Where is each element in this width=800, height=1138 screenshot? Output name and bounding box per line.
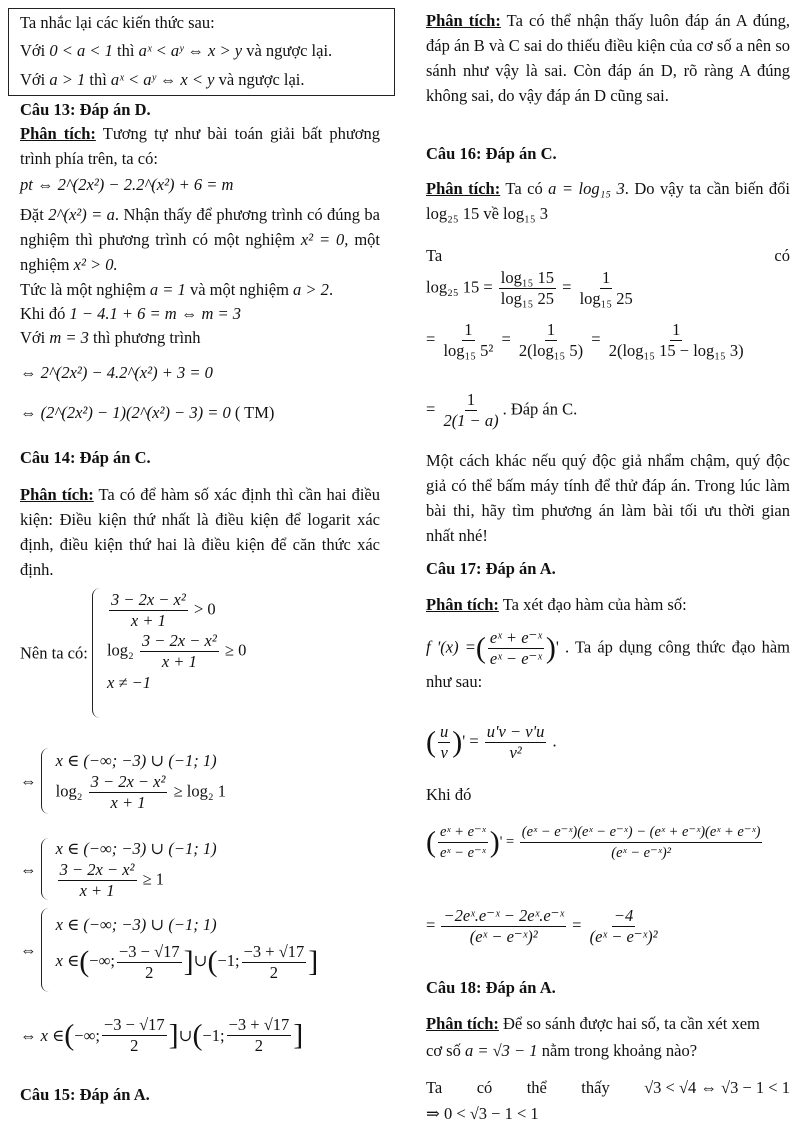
q13-eq2: ⇔ 2^(2x²) − 4.2^(x²) + 3 = 0 [20,363,213,382]
q14-system-4 [20,908,380,992]
text: Với [20,328,46,347]
denominator: eˣ − e⁻ˣ [489,649,542,668]
denominator: log₁₅ 5² [443,341,494,360]
denominator: x + 1 [161,652,197,671]
math: ∪ [193,951,208,970]
denominator: 2(log₁₅ 15 − log₁₅ 3) [608,341,744,360]
text: Ta có thể nhận thấy luôn đáp án A đúng, đáp án B và C sai do thiếu điều kiện của cơ số a nên so sánh như vậy là sai. Còn đáp án D, rõ ràng A đúng không sai, do vậy đáp án D cũng sai. [426,11,790,105]
math: −1; [217,951,240,970]
analysis-label: Phân tích: [426,11,501,30]
q17-derivative: f '(x) =( $\frac{\text{eˣ + e⁻ˣ}}{\text{eˣ − e⁻ˣ}}$ )' . Ta áp dụng công thức đạo hàm như sau: [426,628,790,691]
q14-analysis [20,482,380,582]
denominator: (eˣ − e⁻ˣ)² [589,927,658,946]
q17-title: Câu 17: Đáp án A. [426,559,556,578]
numerator: u [440,722,449,741]
text: Ta nhắc lại các kiến thức sau: [20,13,215,32]
text: về [483,204,499,223]
paren: ) [545,631,556,665]
interval: x ∈ (−∞; −3) ∪ (−1; 1) [55,915,217,934]
text: Nên ta có: [20,643,88,663]
paren: ) [452,725,463,759]
q17-eq-result: = $\frac{\text{−2eˣ.e⁻ˣ − 2eˣ.e⁻ˣ}}{\text{(eˣ − e⁻ˣ)²}}$ = $\frac{-4}{\text{(eˣ − e⁻ˣ)²}}$ [426,906,658,946]
numerator: eˣ + e⁻ˣ [489,628,542,647]
math: 1 − 4.1 + 6 = m ⇔ m = 3 [69,304,241,323]
numerator: 3 − 2x − x² [110,590,186,609]
q16-eq3: = $\frac{1}{2(1 - a)}$ . Đáp án C. [426,390,578,430]
fraction [441,390,500,431]
system [41,838,217,901]
system [41,908,319,992]
text: Đặt [20,205,44,224]
text: Ta xét đạo hàm của hàm số: [502,595,687,614]
brace-icon [92,588,103,718]
paren: ( [64,1018,75,1052]
math: ≥ 0 [224,640,247,660]
numerator: −3 − √17 [118,941,180,961]
math: log₂₅ 15 = [426,277,493,297]
paren: ( [79,945,90,979]
numerator: 1 [672,320,681,339]
q17-eq-big: ( $\frac{\text{eˣ + e⁻ˣ}}{\text{eˣ − e⁻ˣ}}$ )' = $\frac{\text{(eˣ − e⁻ˣ)(eˣ − e⁻ˣ) − (eˣ + e⁻ˣ)(eˣ + e⁻ˣ)}}{\text{(eˣ − e⁻ˣ)²}}$ [426,824,761,861]
system-rows [56,838,217,901]
equiv-symbol: ⇔ [20,771,37,791]
denominator: x + 1 [110,792,146,812]
fraction [485,722,547,763]
math: ⇔ (2^(2x²) − 1)(2^(x²) − 3) = 0 [20,403,231,422]
cond [56,772,226,813]
equiv-symbol: ⇔ [20,940,37,960]
q14-title: Câu 14: Đáp án C. [20,448,151,467]
fraction [140,631,219,672]
analysis-label: Phân tích: [426,595,499,614]
text: Ta [426,246,443,265]
math: √3 < √4 ⇔ √3 − 1 < 1 [644,1078,790,1097]
denominator: log₁₅ 25 [500,289,554,308]
reminder-line-3 [20,67,380,92]
denominator: 2(1 − a) [443,411,499,430]
fraction [499,268,556,309]
text: Với [20,70,46,89]
system-rows [56,914,319,986]
cond-1 [107,590,246,631]
analysis-label: Phân tích: [426,179,501,198]
q16-title: Câu 16: Đáp án C. [426,144,557,163]
brace-icon [41,838,52,900]
text: Tương tự như bài toán giải bất phương trình phía trên, ta có: [20,124,380,168]
denominator: v² [509,743,522,762]
q18-line3 [426,1075,790,1100]
bracket: ] [293,1018,304,1052]
fraction [109,590,188,631]
math: ≥ 1 [142,869,165,889]
math: x² = 0, [300,230,349,249]
spacer [107,694,246,716]
fraction [578,268,635,309]
math: aˣ < aʸ ⇔ x < y [110,70,215,89]
q18-title: Câu 18: Đáp án A. [426,978,556,997]
cond-2 [107,631,246,672]
q13-title: Câu 13: Đáp án D. [20,100,151,119]
fraction [488,628,544,669]
math: x ∈ [40,1026,65,1045]
brace-icon [41,748,52,814]
numerator: 1 [466,390,476,409]
math: m = 3 [49,328,89,347]
math: −1; [202,1026,225,1045]
denominator: x + 1 [79,881,115,900]
analysis-label: Phân tích: [426,1014,499,1033]
denominator: eˣ − e⁻ˣ [440,845,486,861]
numerator: 3 − 2x − x² [141,631,217,650]
numerator: −4 [613,906,634,925]
q16-eq1: log₂₅ 15 = $\frac{\text{log₁₅ 15}}{\text{log₁₅ 25}}$ = $\frac{1}{\text{log₁₅ 25}}$ [426,268,633,308]
denominator: v [440,743,448,762]
q17-quotient-rule: ( $\frac{u}{v}$ )' = $\frac{u'v - v'u}{\text{v²}}$ . [426,722,557,762]
system-rows [107,590,246,716]
q13-line5 [20,301,380,326]
paren: ( [426,825,436,859]
fraction [227,1015,292,1056]
numerator: 3 − 2x − x² [90,771,166,791]
text: cơ số [426,1041,461,1060]
q13-para [20,202,380,277]
paren: ( [207,945,218,979]
q15-analysis [426,8,790,108]
text: thì [89,70,107,89]
q16-ta-co [426,243,790,268]
q14-system-3 [20,838,380,901]
text: Khi đó [20,304,66,323]
text: . Nhận thấy để phương trình có đúng ba nghiệm thì phương trình có một nghiệm [20,205,381,249]
paren: ) [489,825,500,859]
paren: ( [475,631,486,665]
numerator: −3 − √17 [103,1015,165,1034]
numerator: −3 + √17 [228,1015,290,1034]
text: và ngược lại. [218,70,305,89]
numerator: log₁₅ 15 [500,268,554,287]
q15-title: Câu 15: Đáp án A. [20,1085,150,1104]
denominator: 2(log₁₅ 5) [518,341,584,360]
fraction [438,822,488,863]
math: a > 2 [293,280,329,299]
text: Để so sánh được hai số, ta cần xét xem [503,1014,760,1033]
math: 2^(x²) = a [48,205,115,224]
fraction [102,1015,167,1056]
fraction [242,942,307,983]
text: . Ta áp dụng công thức đạo hàm như sau: [426,637,790,691]
text: . Do vậy ta cần biến đổi [624,179,790,198]
analysis-label: Phân tích: [20,124,96,143]
cond-3: x ≠ −1 [106,673,151,692]
text: Tức là một nghiệm [20,280,146,299]
interval: x ∈ (−∞; −3) ∪ (−1; 1) [55,750,217,770]
interval: x ∈ (−∞; −3) ∪ (−1; 1) [55,839,217,858]
math: −∞; [74,1026,100,1045]
text: ( TM) [234,403,275,422]
numerator: (eˣ − e⁻ˣ)(eˣ − e⁻ˣ) − (eˣ + e⁻ˣ)(eˣ + e⁻ˣ) [520,822,763,843]
bracket: ] [168,1018,179,1052]
math: ∪ [178,1026,193,1045]
text: thì phương trình [93,328,201,347]
numerator: eˣ + e⁻ˣ [438,822,488,843]
text: thể [526,1078,547,1097]
system [92,588,246,718]
math: a = √3 − 1 [464,1041,538,1060]
denominator: (eˣ − e⁻ˣ)² [611,845,671,861]
q18-line4: ⇒ 0 < √3 − 1 < 1 [426,1104,539,1123]
q17-khi-do: Khi đó [426,785,472,804]
math: a = log₁₅ 3 [548,179,625,198]
fraction [520,822,763,863]
fraction [58,860,137,901]
denominator: x + 1 [130,611,166,630]
text: Với [20,41,46,60]
q16-analysis [426,176,790,226]
numerator: 1 [546,320,556,339]
numerator: u'v − v'u [486,722,545,741]
numerator: −3 + √17 [243,941,305,961]
q13-analysis [20,121,380,171]
math: −∞; [89,951,115,970]
denominator: log₁₅ 25 [579,289,633,308]
text: và một nghiệm [189,280,289,299]
math: 0 < a < 1 [49,41,113,60]
fraction [517,320,585,361]
equiv-symbol: ⇔ [20,1026,37,1045]
math: ≥ log₂ 1 [173,780,226,800]
math: f '(x) = [426,637,476,657]
math: x ∈ [55,951,80,970]
math: a = 1 [149,280,186,299]
paren: ( [192,1018,203,1052]
q18-line2 [426,1038,790,1063]
math: log₂ [106,640,134,660]
brace-icon [41,908,52,992]
q14-system-1 [20,588,380,718]
q18-analysis [426,1011,790,1036]
fraction [607,320,746,361]
cond [56,936,319,986]
reminder-line-2 [20,38,380,63]
text: và ngược lại. [246,41,333,60]
denominator: 2 [130,1036,139,1055]
fraction [588,906,660,947]
q14-system-2 [20,748,380,814]
text: có [476,1078,493,1097]
math: log₂ [55,780,83,800]
text: Ta có để hàm số xác định thì cần hai điều kiện: Điều kiện thứ nhất là điều kiện để logarit xác định, điều kiện thứ hai là điều kiện để căn thức xác định. [20,485,381,579]
reminder-line-1 [20,10,380,35]
bracket: ] [308,945,319,979]
fraction [438,722,450,763]
text: thấy [581,1078,610,1097]
equiv-symbol: ⇔ [20,860,37,879]
math: log₂₅ 15 [426,204,480,223]
q13-line6 [20,325,380,350]
math: > 0 [193,599,216,619]
numerator: 3 − 2x − x² [59,860,135,879]
q16-eq2: = $\frac{1}{\text{log₁₅ 5²}}$ = $\frac{1}{\text{2(log₁₅ 5)}}$ = $\frac{1}{\text{2(log₁₅ 15 − log₁₅ 3)}}$ [426,320,744,360]
math: a > 1 [49,70,86,89]
q17-analysis [426,592,790,617]
math: log₁₅ 3 [503,204,549,223]
text: thì [117,41,135,60]
paren: ( [426,725,436,759]
text: . Đáp án C. [502,399,578,419]
fraction [441,320,495,361]
q13-line4: Tức là một nghiệm a = 1 và một nghiệm a > 2. [20,280,334,299]
math: x² > 0. [73,255,118,274]
cond [56,860,217,901]
text: có [774,246,790,265]
fraction [441,906,566,947]
q16-note: Một cách khác nếu quý độc giả nhẩm chậm, quý độc giả có thể bấm máy tính để thử đáp án. Trong lúc làm bài thi, hãy tìm phương án làm bài tối ưu thời gian nhất nhé! [426,451,790,545]
denominator: (eˣ − e⁻ˣ)² [469,927,538,946]
bracket: ] [183,945,194,979]
text: một nghiệm [20,230,380,274]
numerator: −2eˣ.e⁻ˣ − 2eˣ.e⁻ˣ [443,906,565,925]
math: aˣ < aʸ ⇔ x > y [138,41,243,60]
text: Ta có [505,179,543,198]
denominator: 2 [254,1036,264,1055]
denominator: 2 [269,962,279,982]
numerator: 1 [602,268,611,287]
denominator: 2 [145,962,154,982]
fraction [89,772,168,813]
system-rows [56,750,226,813]
text: Ta [426,1078,443,1097]
analysis-label: Phân tích: [20,485,94,504]
fraction [117,942,182,983]
text: nằm trong khoảng nào? [541,1041,698,1060]
numerator: 1 [464,320,473,339]
system [41,748,226,814]
q13-eq3 [20,400,380,425]
q14-final [20,1015,380,1056]
q13-eq1: pt ⇔ 2^(2x²) − 2.2^(x²) + 6 = m [20,175,234,194]
